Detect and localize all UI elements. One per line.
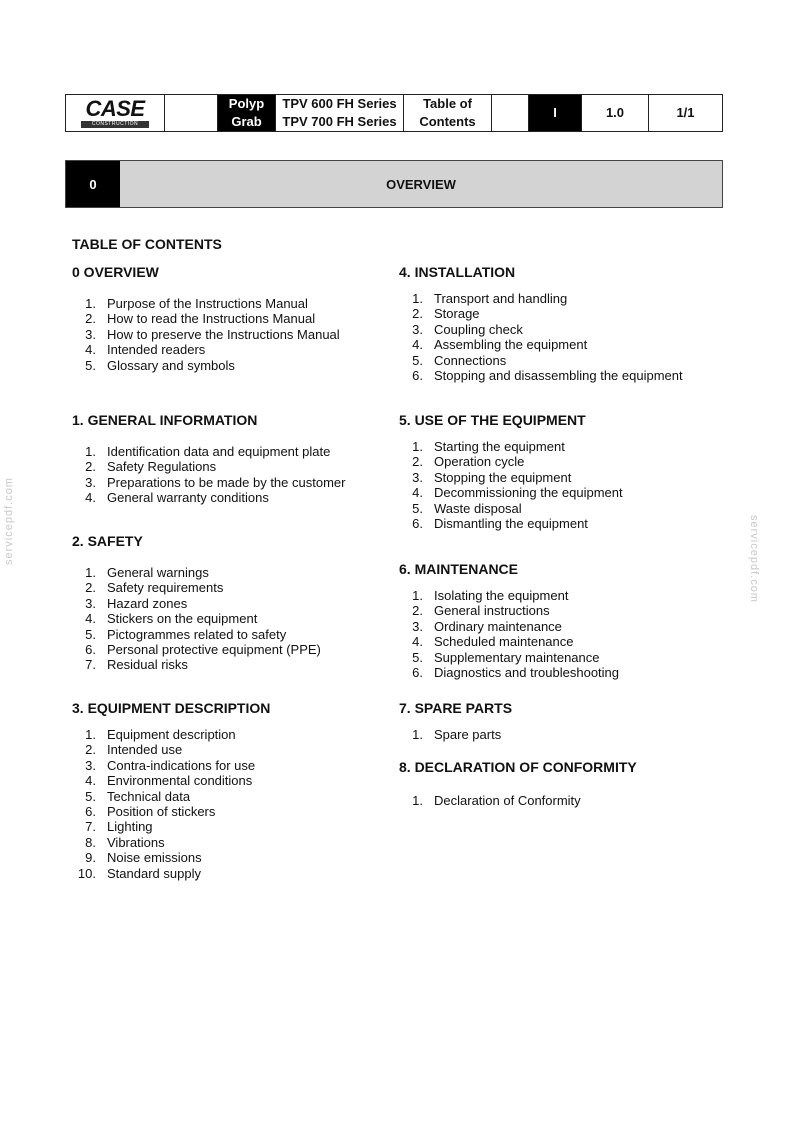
- list-item: 3. Stopping the equipment: [412, 469, 572, 485]
- logo-subtitle: CONSTRUCTION: [81, 121, 149, 128]
- section-number: 0: [66, 161, 120, 207]
- toc-list: [399, 793, 637, 808]
- doc-type-line-1: Table of: [423, 96, 472, 111]
- section-heading: 3. EQUIPMENT DESCRIPTION: [72, 700, 271, 716]
- list-item: 5. Waste disposal: [412, 500, 522, 516]
- toc-list: [399, 727, 512, 742]
- list-item: 3. Coupling check: [412, 321, 523, 337]
- list-item: 6. Diagnostics and troubleshooting: [412, 665, 620, 681]
- list-item: 1. Equipment description: [85, 727, 236, 742]
- list-item: 3. Preparations to be made by the customer: [85, 474, 346, 490]
- list-item: 1. Isolating the equipment: [412, 588, 569, 603]
- list-item: 2. Storage: [412, 306, 480, 322]
- list-item: 5. Technical data: [85, 788, 191, 804]
- toc-list: [72, 444, 345, 506]
- toc-title: TABLE OF CONTENTS: [72, 236, 222, 252]
- toc-section-safety: [72, 533, 321, 673]
- toc-list: [72, 565, 321, 673]
- header-blank-cell-2: [492, 95, 529, 131]
- section-band: [65, 160, 723, 208]
- list-item: 8. Vibrations: [85, 834, 165, 850]
- toc-section-overview: [72, 264, 340, 373]
- section-heading: 7. SPARE PARTS: [399, 700, 513, 716]
- toc-section-declaration: [399, 759, 637, 808]
- toc-list: [399, 291, 683, 383]
- series-line-2: TPV 700 FH Series: [282, 114, 397, 129]
- list-item: 1. Identification data and equipment plate: [85, 444, 331, 459]
- list-item: 2. How to read the Instructions Manual: [85, 311, 316, 327]
- toc-section-spare-parts: [399, 700, 512, 742]
- list-item: 3. Hazard zones: [85, 595, 188, 611]
- doc-type-line-2: Contents: [419, 114, 476, 129]
- section-heading: 5. USE OF THE EQUIPMENT: [399, 412, 586, 428]
- list-item: 4. Environmental conditions: [85, 773, 253, 789]
- watermark-left: servicepdf.com: [3, 477, 15, 565]
- toc-list: [72, 727, 270, 881]
- toc-list: [399, 588, 619, 680]
- toc-list: [72, 296, 340, 373]
- list-item: 5. Connections: [412, 352, 507, 368]
- list-item: 7. Lighting: [85, 819, 153, 835]
- section-heading: 1. GENERAL INFORMATION: [72, 412, 258, 428]
- section-code: I: [529, 95, 582, 131]
- list-item: 4. Stickers on the equipment: [85, 611, 258, 627]
- list-item: 7. Residual risks: [85, 657, 188, 673]
- list-item: 10. Standard supply: [77, 865, 201, 881]
- list-item: 6. Personal protective equipment (PPE): [85, 642, 321, 658]
- list-item: 2. Safety requirements: [85, 580, 224, 596]
- toc-section-general-information: [72, 412, 345, 506]
- watermark-right: servicepdf.com: [748, 515, 760, 603]
- list-item: 3. Contra-indications for use: [85, 757, 256, 773]
- product-cell: [218, 95, 276, 131]
- list-item: 9. Noise emissions: [85, 850, 202, 866]
- series-line-1: TPV 600 FH Series: [282, 96, 397, 111]
- list-item: 2. Safety Regulations: [85, 459, 217, 475]
- toc-section-maintenance: [399, 561, 619, 680]
- series-cell: [276, 95, 404, 131]
- list-item: 6. Stopping and disassembling the equipment: [412, 368, 683, 384]
- logo-wordmark: CASE: [85, 95, 145, 121]
- section-heading: 4. INSTALLATION: [399, 264, 516, 280]
- list-item: 1. Spare parts: [412, 727, 502, 742]
- list-item: 2. General instructions: [412, 603, 550, 619]
- doc-type-cell: [404, 95, 492, 131]
- product-line-1: Polyp: [228, 96, 265, 111]
- document-header: [65, 94, 723, 132]
- section-heading: 6. MAINTENANCE: [399, 561, 519, 577]
- toc-list: [399, 439, 623, 531]
- list-item: 6. Position of stickers: [85, 804, 216, 820]
- section-title: OVERVIEW: [120, 161, 722, 207]
- list-item: 1. General warnings: [85, 565, 209, 580]
- toc-section-equipment-description: [72, 700, 270, 881]
- list-item: 4. Decommissioning the equipment: [412, 485, 623, 501]
- list-item: 4. Assembling the equipment: [412, 337, 588, 353]
- list-item: 1. Transport and handling: [412, 291, 568, 306]
- section-heading: 2. SAFETY: [72, 533, 143, 549]
- list-item: 3. How to preserve the Instructions Manual: [85, 326, 340, 342]
- list-item: 4. General warranty conditions: [85, 490, 269, 506]
- version-number: 1.0: [582, 95, 649, 131]
- list-item: 1. Declaration of Conformity: [412, 793, 581, 808]
- list-item: 1. Starting the equipment: [412, 439, 565, 454]
- list-item: 2. Intended use: [85, 742, 183, 758]
- list-item: 6. Dismantling the equipment: [412, 516, 588, 532]
- list-item: 2. Operation cycle: [412, 454, 525, 470]
- product-line-2: Grab: [231, 114, 262, 129]
- toc-section-use-of-equipment: [399, 412, 623, 531]
- header-blank-cell: [165, 95, 218, 131]
- list-item: 3. Ordinary maintenance: [412, 618, 562, 634]
- toc-section-installation: [399, 264, 683, 383]
- list-item: 5. Glossary and symbols: [85, 357, 235, 373]
- section-heading: 0 OVERVIEW: [72, 264, 159, 280]
- list-item: 4. Scheduled maintenance: [412, 634, 574, 650]
- section-heading: 8. DECLARATION OF CONFORMITY: [399, 759, 637, 775]
- list-item: 1. Purpose of the Instructions Manual: [85, 296, 308, 311]
- list-item: 4. Intended readers: [85, 342, 206, 358]
- page-number: 1/1: [676, 105, 695, 120]
- case-logo: [66, 95, 165, 131]
- list-item: 5. Supplementary maintenance: [412, 649, 600, 665]
- list-item: 5. Pictogrammes related to safety: [85, 626, 287, 642]
